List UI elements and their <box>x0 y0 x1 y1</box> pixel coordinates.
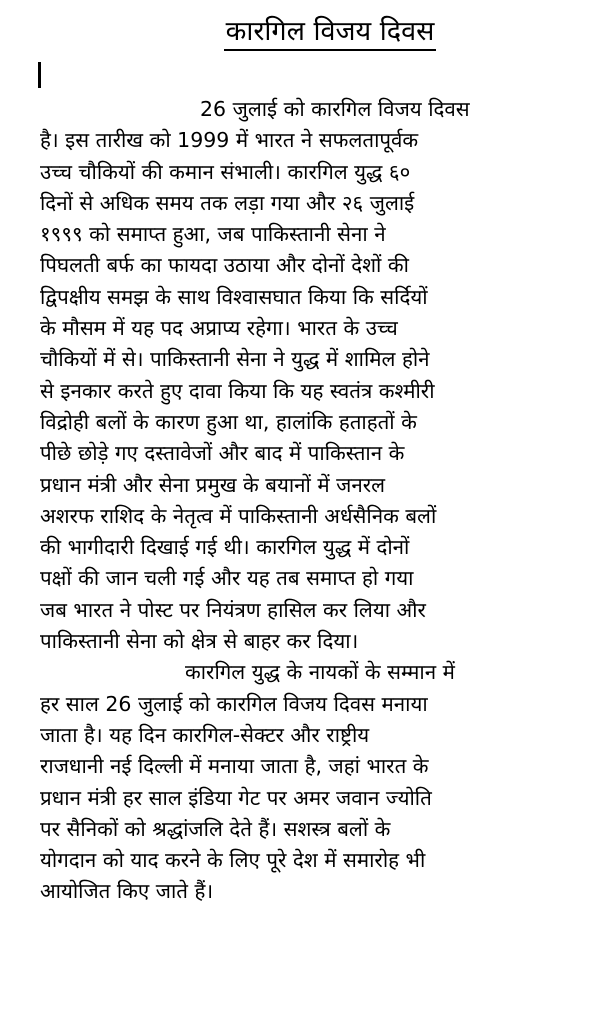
text-line: दिनों से अधिक समय तक लड़ा गया और २६ जुलाई <box>40 190 415 215</box>
text-line: पर सैनिकों को श्रद्धांजलि देते हैं। सशस्त्र बलों के <box>40 816 391 841</box>
text-line: चौकियों में से। पाकिस्तानी सेना ने युद्ध में शामिल होने <box>40 347 430 372</box>
text-line: योगदान को याद करने के लिए पूरे देश में समारोह भी <box>40 848 426 873</box>
paragraph-2 <box>40 657 580 907</box>
text-line: जब भारत ने पोस्ट पर नियंत्रण हासिल कर लिया और <box>40 597 426 622</box>
text-line: आयोजित किए जाते हैं। <box>40 879 214 904</box>
text-line: 26 जुलाई को कारगिल विजय दिवस <box>200 97 470 121</box>
text-line: से इनकार करते हुए दावा किया कि यह स्वतंत्र कश्मीरी <box>40 378 435 403</box>
text-line: हर साल 26 जुलाई को कारगिल विजय दिवस मनाया <box>40 691 428 716</box>
text-line: पिघलती बर्फ का फायदा उठाया और दोनों देशों की <box>40 253 409 278</box>
text-line: विद्रोही बलों के कारण हुआ था, हालांकि हताहतों के <box>40 409 417 434</box>
paragraph-1 <box>40 94 580 657</box>
text-line: प्रधान मंत्री और सेना प्रमुख के बयानों में जनरल <box>40 472 386 497</box>
text-cursor <box>38 62 41 88</box>
text-line: अशरफ राशिद के नेतृत्व में पाकिस्तानी अर्धसैनिक बलों <box>40 503 437 528</box>
page-title <box>0 14 590 51</box>
text-line: द्विपक्षीय समझ के साथ विश्वासघात किया कि सर्दियों <box>40 284 428 309</box>
text-line: पाकिस्तानी सेना को क्षेत्र से बाहर कर दिया। <box>40 629 359 654</box>
text-line: कारगिल युद्ध के नायकों के सम्मान में <box>185 660 455 685</box>
title-text: कारगिल विजय दिवस <box>224 15 437 51</box>
text-line: प्रधान मंत्री हर साल इंडिया गेट पर अमर जवान ज्योति <box>40 785 432 810</box>
text-line: १९९९ को समाप्त हुआ, जब पाकिस्तानी सेना ने <box>40 222 386 247</box>
text-line: पक्षों की जान चली गई और यह तब समाप्त हो गया <box>40 566 414 591</box>
text-line: की भागीदारी दिखाई गई थी। कारगिल युद्ध में दोनों <box>40 535 410 560</box>
text-line: पीछे छोड़े गए दस्तावेजों और बाद में पाकिस्तान के <box>40 441 405 466</box>
document-body[interactable] <box>40 94 580 908</box>
text-line: के मौसम में यह पद अप्राप्य रहेगा। भारत के उच्च <box>40 316 398 341</box>
text-line: जाता है। यह दिन कारगिल-सेक्टर और राष्ट्रीय <box>40 722 370 747</box>
text-line: राजधानी नई दिल्ली में मनाया जाता है, जहां भारत के <box>40 754 429 779</box>
text-line: है। इस तारीख को 1999 में भारत ने सफलतापूर्वक <box>40 128 419 153</box>
text-line: उच्च चौकियों की कमान संभाली। कारगिल युद्ध ६० <box>40 159 411 184</box>
